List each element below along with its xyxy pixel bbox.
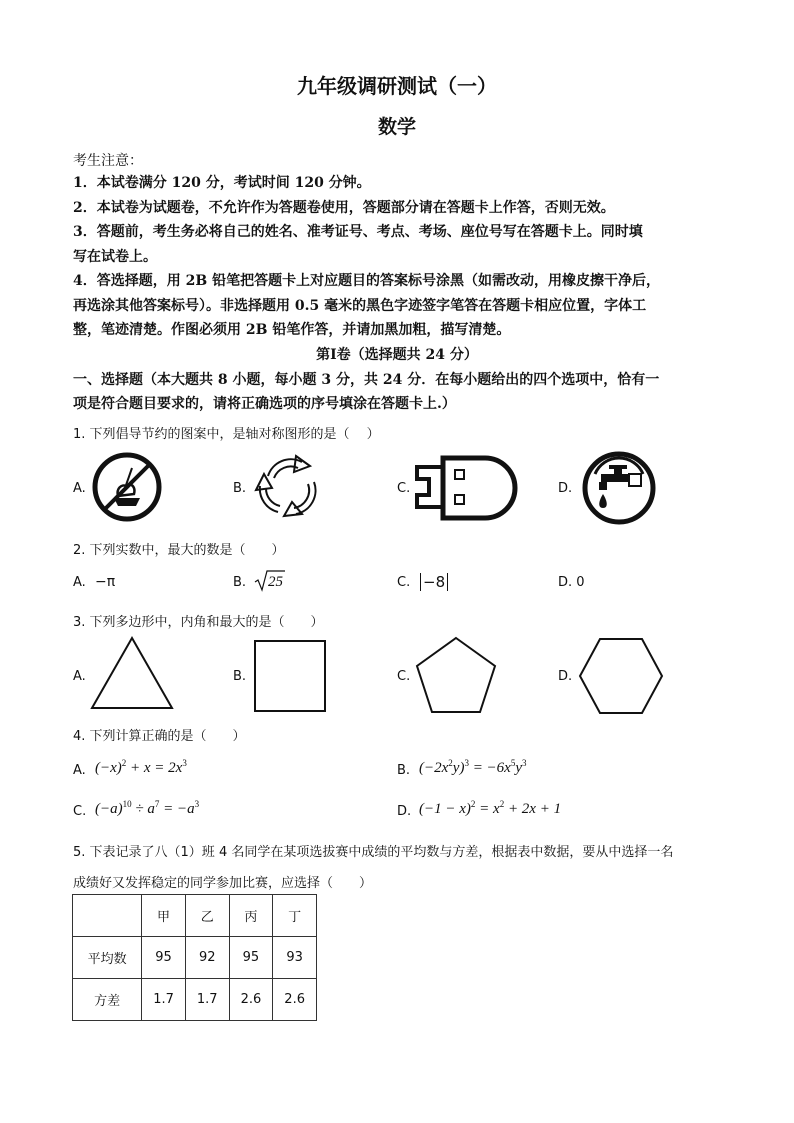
notice-line: 2．本试卷为试题卷，不允许作为答题卷使用，答题部分请在答题卡上作答，否则无效。 [73, 200, 615, 216]
table-header-cell: 丙 [229, 895, 273, 937]
option-c-value: −8 [420, 573, 448, 591]
table-cell: 93 [273, 937, 317, 979]
question-5-stem: 5. 下表记录了八（1）班 4 名同学在某项选拔赛中成绩的平均数与方差，根据表中数据，要从中选择一名 [73, 845, 674, 860]
triangle-shape [90, 636, 174, 712]
option-b-label: B. [233, 481, 247, 496]
option-a-label: A. [73, 669, 86, 684]
question-3-stem: 3. 下列多边形中，内角和最大的是（ ） [73, 615, 324, 630]
table-header-cell: 丁 [273, 895, 317, 937]
table-header-cell: 乙 [185, 895, 229, 937]
notice-line: 整，笔迹清楚。作图必须用 2B 铅笔作答，并请加黑加粗，描写清楚。 [73, 322, 511, 338]
table-header-row [73, 895, 317, 937]
table-header-cell: 甲 [142, 895, 186, 937]
option-a-label: A. [73, 763, 86, 778]
score-table [72, 894, 317, 1021]
question-2-stem: 2. 下列实数中，最大的数是（ ） [73, 543, 285, 558]
option-c-label: C. [73, 804, 87, 819]
option-a-value: −π [95, 574, 116, 590]
option-b-label: B. [233, 575, 247, 590]
notice-line: 1．本试卷满分 120 分，考试时间 120 分钟。 [73, 175, 371, 191]
notice-line: 3．答题前，考生务必将自己的姓名、准考证号、考点、考场、座位号写在答题卡上。同时填 [73, 224, 643, 240]
table-cell: 1.7 [142, 979, 186, 1021]
food-saving-icon [92, 452, 162, 522]
row-label: 方差 [73, 979, 142, 1021]
option-b-value: 25 [268, 574, 283, 590]
table-row [73, 937, 317, 979]
option-d-label: D. [397, 804, 412, 819]
option-a-label: A. [73, 575, 86, 590]
pentagon-shape [414, 636, 498, 716]
table-cell: 1.7 [185, 979, 229, 1021]
exam-title: 九年级调研测试（一） [297, 74, 497, 98]
option-b-label: B. [397, 763, 411, 778]
option-d-label: D. [558, 669, 573, 684]
table-cell: 95 [229, 937, 273, 979]
option-a-label: A. [73, 481, 86, 496]
section-intro: 项是符合题目要求的，请将正确选项的序号填涂在答题卡上.） [73, 396, 456, 412]
option-a-expression: $(-x)^2 + x = 2x^3$ [95, 758, 187, 776]
option-b-label: B. [233, 669, 247, 684]
option-d-expression: $(-1 - x)^2 = x^2 + 2x + 1$ [419, 799, 562, 817]
square-shape [253, 639, 327, 713]
section-title: 第Ⅰ卷（选择题共 24 分） [316, 347, 478, 363]
option-d-label: D. [558, 481, 573, 496]
subject-title: 数学 [377, 116, 416, 138]
power-plug-icon [413, 455, 515, 521]
option-c-label: C. [397, 669, 411, 684]
table-cell: 92 [185, 937, 229, 979]
option-c-label: C. [397, 481, 411, 496]
row-label: 平均数 [73, 937, 142, 979]
option-d-label: D. 0 [558, 575, 585, 590]
notice-line: 4．答选择题，用 2B 铅笔把答题卡上对应题目的答案标号涂黑（如需改动，用橡皮擦干净后， [73, 273, 661, 289]
question-5-stem: 成绩好又发挥稳定的同学参加比赛，应选择（ ） [73, 876, 373, 891]
table-cell: 95 [142, 937, 186, 979]
table-header-cell [73, 895, 142, 937]
table-cell: 2.6 [273, 979, 317, 1021]
table-cell: 2.6 [229, 979, 273, 1021]
question-1-stem: 1. 下列倡导节约的图案中，是轴对称图形的是（ ） [73, 427, 380, 442]
notice-line: 再选涂其他答案标号）。非选择题用 0.5 毫米的黑色字迹签字笔答在答题卡相应位置，字体工 [73, 298, 647, 314]
notice-line: 写在试卷上。 [73, 249, 157, 265]
question-4-stem: 4. 下列计算正确的是（ ） [73, 729, 246, 744]
option-b-expression: $(-2x^2y)^3 = -6x^5y^3$ [419, 758, 527, 776]
section-intro: 一、选择题（本大题共 8 小题，每小题 3 分，共 24 分．在每小题给出的四个选项中，恰有一 [73, 372, 660, 388]
hexagon-shape [578, 637, 664, 715]
notice-heading: 考生注意： [73, 153, 143, 169]
recycle-icon [252, 452, 326, 522]
table-row [73, 979, 317, 1021]
option-c-expression: $(-a)^{10} \div a^7 = -a^3$ [95, 799, 200, 817]
water-saving-icon [581, 450, 657, 526]
option-c-label: C. [397, 575, 411, 590]
